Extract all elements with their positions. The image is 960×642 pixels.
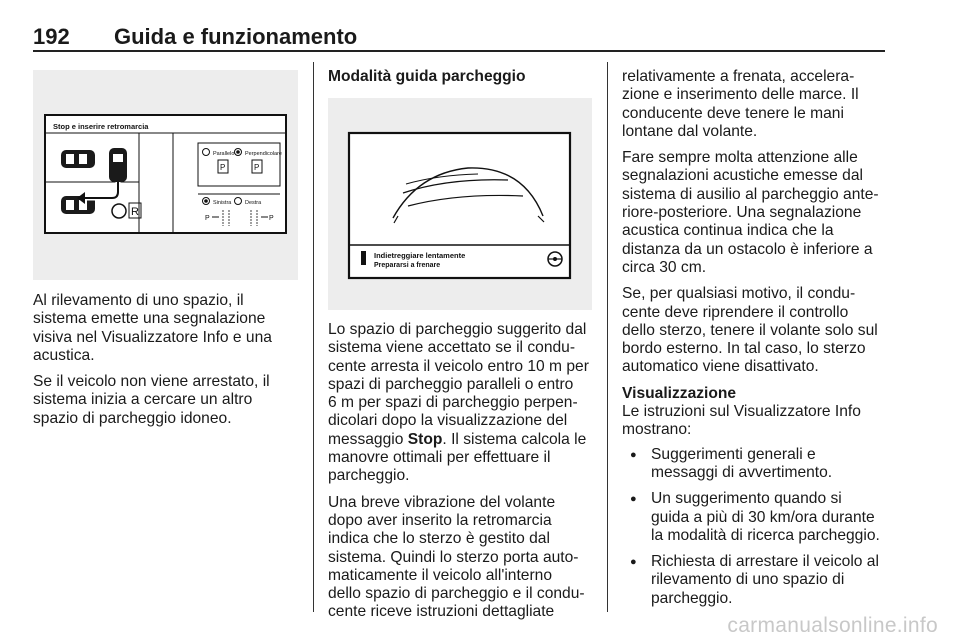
paragraph-steering-control: Se, per qualsiasi motivo, il condu- cente deve riprendere il controllo dello sterzo, tenere il volante solo sul bordo esterno. In tal caso, lo sterzo automatico viene disattivato. [622, 285, 878, 376]
column-2-heading-wrap [328, 68, 593, 86]
camera-message-line2: Prepararsi a frenare [374, 262, 441, 269]
paragraph-instructions-cont: relativamente a frenata, accelera- zione e inserimento delle marce. Il conducente deve tenere le mani lontane dal volante. [622, 68, 859, 140]
camera-message-line1: Indietreggiare lentamente [374, 251, 466, 260]
radio-left-icon [204, 199, 208, 203]
rear-camera-illustration [328, 98, 592, 310]
rear-camera-figure [328, 98, 592, 310]
option-left: Sinistra [213, 200, 232, 206]
list-item: ● Suggerimenti generali e messaggi di avvertimento. [622, 446, 887, 483]
paragraph-search-continue: Se il veicolo non viene arrestato, il sistema inizia a cercare un altro spazio di parcheggio idoneo. [33, 373, 270, 427]
column-2 [328, 321, 593, 630]
left-p-sign: P [205, 215, 210, 222]
column-divider-1 [313, 62, 314, 612]
watermark: carmanualsonline.info [727, 614, 938, 637]
page-number: 192 [33, 24, 70, 49]
stop-message-term: Stop [407, 430, 443, 448]
list-item: ● Richiesta di arrestare il veicolo al rilevamento di uno spazio di parcheggio. [622, 553, 887, 608]
figure-title: Stop e inserire retromarcia [53, 122, 149, 131]
right-p-sign: P [269, 215, 274, 222]
section-heading-parking-mode: Modalità guida parcheggio [328, 68, 526, 85]
header-rule [33, 50, 885, 52]
reverse-gear-letter: R [131, 206, 139, 218]
parking-stop-reverse-figure [33, 70, 298, 280]
paragraph-acceptance: Lo spazio di parcheggio suggerito dal sistema viene accettato se il condu- cente arresta il veicolo entro 10 m per spazi di parcheggio paralleli o entro 6 m per spazi di parcheggio perpen- dicolari dopo la visualizzazione del messaggio Stop. Il sistema calcola le manovre ottimali per effettuare il parcheggio. [328, 321, 589, 485]
option-right: Destra [245, 200, 262, 206]
warning-bar-icon [361, 251, 366, 265]
paragraph-acoustic-signals: Fare sempre molta attenzione alle segnalazioni acustiche emesse dal sistema di ausilio al parcheggio ante- riore-posteriore. Una segnalazione acustica continua indica che la distanza da un ostacolo è inferiore a circa 30 cm. [622, 149, 879, 276]
list-item: ● Un suggerimento quando si guida a più di 30 km/ora durante la modalità di ricerca parcheggio. [622, 490, 887, 545]
paragraph-display: Visualizzazione Le istruzioni sul Visualizzatore Info mostrano: [622, 385, 887, 440]
parallel-p-sign: P [220, 163, 226, 172]
column-1 [33, 292, 298, 436]
column-3 [622, 68, 887, 616]
display-bullet-list [622, 446, 887, 608]
option-parallel: Parallelo [213, 151, 235, 157]
perpendicular-p-sign: P [254, 163, 260, 172]
option-perpendicular: Perpendicolare [245, 151, 282, 157]
page-header [33, 24, 885, 52]
paragraph-detection: Al rilevamento di uno spazio, il sistema emette una segnalazione visiva nel Visualizzatore Info e una acustica. [33, 292, 272, 364]
parked-car-top [61, 150, 95, 168]
parking-screen-illustration [33, 70, 298, 280]
chapter-title: Guida e funzionamento [114, 24, 358, 49]
own-car-icon [109, 148, 127, 182]
column-divider-2 [607, 62, 608, 612]
paragraph-vibration: Una breve vibrazione del volante dopo aver inserito la retromarcia indica che lo sterzo è gestito dal sistema. Quindi lo sterzo porta auto- maticamente il veicolo all'interno dello spazio di parcheggio e il condu- cente riceve istruzioni dettagliate [328, 493, 585, 621]
radio-perpendicular-icon [236, 150, 240, 154]
section-heading-display: Visualizzazione [622, 384, 737, 402]
